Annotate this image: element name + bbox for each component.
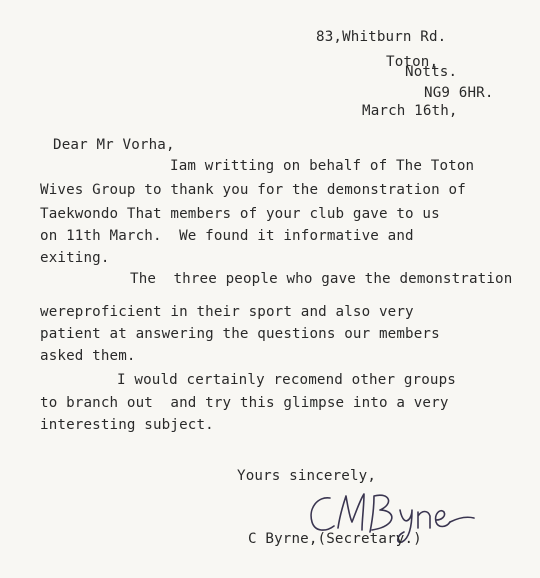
body-line: patient at answering the questions our members	[40, 326, 440, 342]
salutation: Dear Mr Vorha,	[53, 137, 175, 153]
body-line: interesting subject.	[40, 417, 214, 433]
body-line: Iam writting on behalf of The Toton	[170, 158, 475, 174]
body-line: to branch out and try this glimpse into a very	[40, 395, 449, 411]
body-line: Wives Group to thank you for the demonstration of	[40, 182, 466, 198]
letter-date: March 16th,	[362, 103, 458, 119]
signatory-name: C Byrne,(Secretary.)	[248, 531, 422, 547]
body-line: on 11th March. We found it informative and	[40, 228, 414, 244]
address-town: Toton,	[386, 54, 439, 70]
address-postcode: NG9 6HR.	[424, 85, 494, 101]
body-line: asked them.	[40, 348, 136, 364]
address-street: 83,Whitburn Rd.	[316, 29, 447, 45]
body-line: Taekwondo That members of your club gave to us	[40, 206, 440, 222]
body-line: wereproficient in their sport and also very	[40, 304, 414, 320]
body-line: I would certainly recomend other groups	[117, 372, 456, 388]
address-county: Notts.	[405, 64, 458, 80]
body-line: exiting.	[40, 250, 110, 266]
body-line: The three people who gave the demonstration	[130, 271, 513, 287]
closing: Yours sincerely,	[237, 468, 377, 484]
